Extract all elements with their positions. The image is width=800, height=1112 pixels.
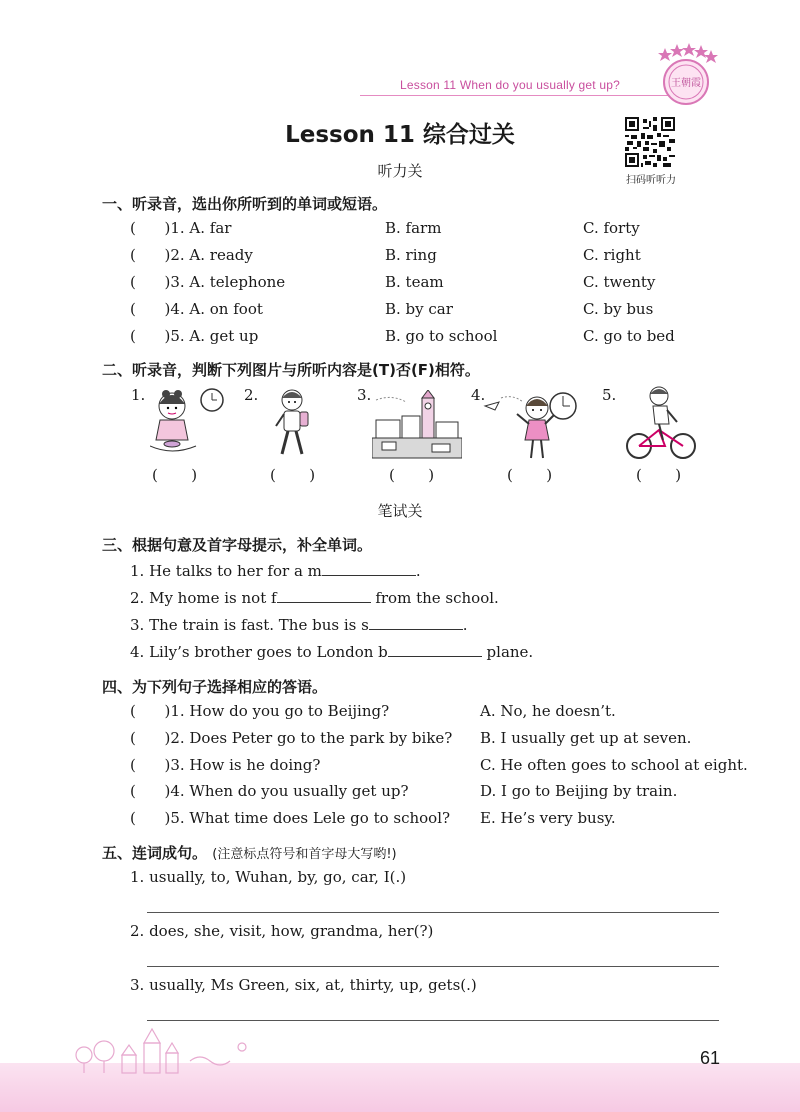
answer-paren-1[interactable]: ( ) — [152, 466, 198, 484]
s1-option-a: A. get up — [189, 327, 259, 345]
picture-boy-walking — [268, 384, 328, 464]
s1-num: 2 — [170, 246, 180, 264]
fill-blank[interactable] — [322, 561, 416, 576]
s1-option-a: A. telephone — [189, 273, 286, 291]
fill-item-3: 3. The train is fast. The bus is s . — [130, 616, 468, 634]
reorder-item-3: 3. usually, Ms Green, six, at, thirty, up, gets(.) — [130, 976, 477, 994]
reorder-item-1: 1. usually, to, Wuhan, by, go, car, I(.) — [130, 868, 407, 886]
s1-option-b: B. by car — [385, 300, 453, 318]
match-answer-d: D. I go to Beijing by train. — [480, 782, 678, 800]
section3-heading: 三、根据句意及首字母提示，补全单词。 — [102, 536, 373, 554]
answer-line-1[interactable] — [147, 912, 719, 913]
picture-boy-bike — [625, 384, 697, 464]
reorder-item-2: 2. does, she, visit, how, grandma, her(?) — [130, 922, 434, 940]
fill-blank[interactable] — [277, 588, 371, 603]
s1-num: 3 — [170, 273, 180, 291]
s1-paren-2[interactable]: ( )2. A. ready — [130, 246, 253, 264]
s1-num: 5 — [170, 327, 180, 345]
fill-item-1: 1. He talks to her for a m . — [130, 562, 421, 580]
s1-option-c: C. right — [583, 246, 641, 264]
fill-blank[interactable] — [388, 642, 482, 657]
pic-label-4: 4. — [471, 386, 486, 404]
answer-line-3[interactable] — [147, 1020, 719, 1021]
answer-paren-3[interactable]: ( ) — [389, 466, 435, 484]
badge-logo — [650, 40, 720, 110]
section5-note: (注意标点符号和首字母大写哟!) — [212, 847, 397, 862]
section4-heading: 四、为下列句子选择相应的答语。 — [102, 678, 328, 696]
answer-paren-2[interactable]: ( ) — [270, 466, 316, 484]
s1-paren-4[interactable]: ( )4. A. on foot — [130, 300, 263, 318]
fill-item-2: 2. My home is not f from the school. — [130, 589, 499, 607]
s1-paren-3[interactable]: ( )3. A. telephone — [130, 273, 286, 291]
answer-paren-4[interactable]: ( ) — [507, 466, 553, 484]
pic-label-1: 1. — [131, 386, 146, 404]
s1-option-a: A. far — [189, 219, 232, 237]
match-answer-a: A. No, he doesn’t. — [480, 702, 616, 720]
answer-paren-5[interactable]: ( ) — [636, 466, 682, 484]
answer-line-2[interactable] — [147, 966, 719, 967]
pic-label-5: 5. — [602, 386, 617, 404]
listening-heading: 听力关 — [377, 162, 423, 180]
match-answer-b: B. I usually get up at seven. — [480, 729, 692, 747]
s1-option-c: C. go to bed — [583, 327, 675, 345]
s1-option-a: A. on foot — [189, 300, 263, 318]
s1-option-a: A. ready — [189, 246, 253, 264]
match-answer-c: C. He often goes to school at eight. — [480, 756, 748, 774]
page-title: Lesson 11 综合过关 — [285, 122, 515, 148]
s1-option-b: B. team — [385, 273, 444, 291]
pic-label-3: 3. — [357, 386, 372, 404]
match-question-4[interactable]: ( )4. When do you usually get up? — [130, 782, 409, 800]
section5-heading: 五、连词成句。 (注意标点符号和首字母大写哟!) — [102, 844, 397, 862]
s1-option-b: B. farm — [385, 219, 442, 237]
s1-option-b: B. ring — [385, 246, 437, 264]
fill-blank[interactable] — [369, 615, 463, 630]
s1-option-c: C. by bus — [583, 300, 654, 318]
match-answer-e: E. He’s very busy. — [480, 809, 616, 827]
page-number: 61 — [700, 1048, 721, 1068]
match-question-5[interactable]: ( )5. What time does Lele go to school? — [130, 809, 451, 827]
s1-num: 4 — [170, 300, 180, 318]
running-header: Lesson 11 When do you usually get up? — [400, 78, 620, 92]
s1-num: 1 — [170, 219, 180, 237]
s1-option-c: C. forty — [583, 219, 640, 237]
section2-heading: 二、听录音，判断下列图片与所听内容是(T)否(F)相符。 — [102, 361, 480, 379]
match-question-2[interactable]: ( )2. Does Peter go to the park by bike? — [130, 729, 453, 747]
qr-label: 扫码听听力 — [626, 175, 676, 186]
match-question-1[interactable]: ( )1. How do you go to Beijing? — [130, 702, 390, 720]
header-rule — [360, 95, 680, 96]
picture-girl-eating — [150, 384, 230, 464]
s1-paren-5[interactable]: ( )5. A. get up — [130, 327, 259, 345]
badge-text: 王朝霞 — [671, 78, 701, 89]
s1-option-b: B. go to school — [385, 327, 498, 345]
footer-castle-decoration — [70, 1025, 270, 1075]
s1-paren-1[interactable]: ( )1. A. far — [130, 219, 232, 237]
s1-option-c: C. twenty — [583, 273, 656, 291]
picture-city-scene — [372, 390, 462, 464]
picture-girl-clock — [483, 384, 583, 464]
fill-item-4: 4. Lily’s brother goes to London b plane. — [130, 643, 534, 661]
writing-heading: 笔试关 — [377, 502, 423, 520]
section1-heading: 一、听录音，选出你所听到的单词或短语。 — [102, 195, 388, 213]
pic-label-2: 2. — [244, 386, 259, 404]
match-question-3[interactable]: ( )3. How is he doing? — [130, 756, 321, 774]
